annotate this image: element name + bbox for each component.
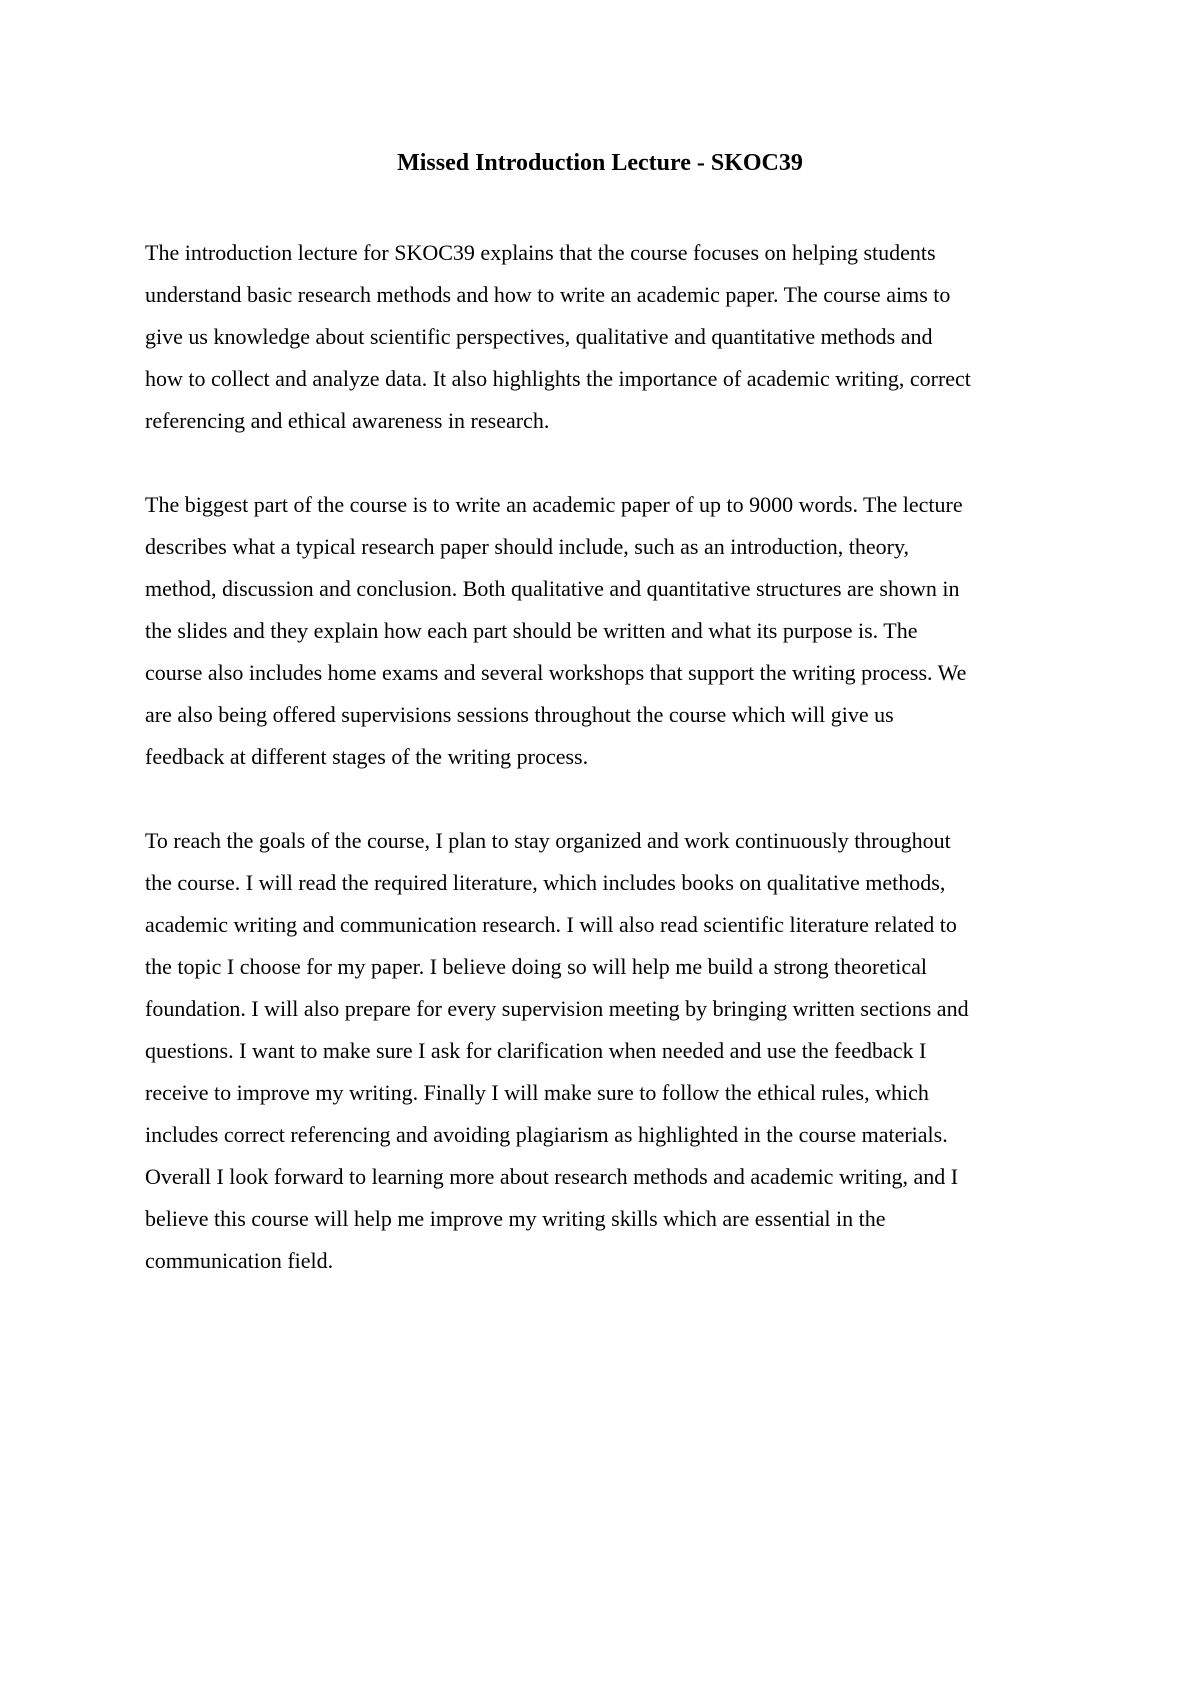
paragraph-academic-paper — [145, 484, 1065, 778]
paragraph-course-overview — [145, 232, 1065, 442]
text-line: referencing and ethical awareness in research. — [145, 408, 550, 433]
text-line: describes what a typical research paper should include, such as an introduction, theory, — [145, 534, 910, 559]
text-line: the topic I choose for my paper. I believe doing so will help me build a strong theoretical — [145, 954, 928, 979]
text-line: how to collect and analyze data. It also highlights the importance of academic writing, correct — [145, 366, 971, 391]
text-line: The introduction lecture for SKOC39 explains that the course focuses on helping students — [145, 240, 936, 265]
text-line: course also includes home exams and several workshops that support the writing process. We — [145, 660, 967, 685]
text-line: academic writing and communication research. I will also read scientific literature related to — [145, 912, 957, 937]
text-line: give us knowledge about scientific perspectives, qualitative and quantitative methods and — [145, 324, 933, 349]
text-line: the slides and they explain how each part should be written and what its purpose is. The — [145, 618, 918, 643]
text-line: The biggest part of the course is to write an academic paper of up to 9000 words. The lecture — [145, 492, 963, 517]
text-line: communication field. — [145, 1248, 334, 1273]
document-body — [145, 232, 1065, 1324]
text-line: the course. I will read the required literature, which includes books on qualitative methods, — [145, 870, 946, 895]
text-line: includes correct referencing and avoiding plagiarism as highlighted in the course materials. — [145, 1122, 948, 1147]
text-line: questions. I want to make sure I ask for clarification when needed and use the feedback I — [145, 1038, 927, 1063]
text-line: understand basic research methods and how to write an academic paper. The course aims to — [145, 282, 951, 307]
paragraph-study-plan — [145, 820, 1065, 1282]
text-line: are also being offered supervisions sessions throughout the course which will give us — [145, 702, 894, 727]
text-line: foundation. I will also prepare for every supervision meeting by bringing written sections and — [145, 996, 969, 1021]
text-line: receive to improve my writing. Finally I will make sure to follow the ethical rules, which — [145, 1080, 929, 1105]
text-line: method, discussion and conclusion. Both qualitative and quantitative structures are shown in — [145, 576, 960, 601]
text-line: feedback at different stages of the writing process. — [145, 744, 589, 769]
text-line: To reach the goals of the course, I plan to stay organized and work continuously throughout — [145, 828, 951, 853]
document-title: Missed Introduction Lecture - SKOC39 — [397, 150, 803, 176]
text-line: believe this course will help me improve my writing skills which are essential in the — [145, 1206, 886, 1231]
text-line: Overall I look forward to learning more about research methods and academic writing, and I — [145, 1164, 959, 1189]
